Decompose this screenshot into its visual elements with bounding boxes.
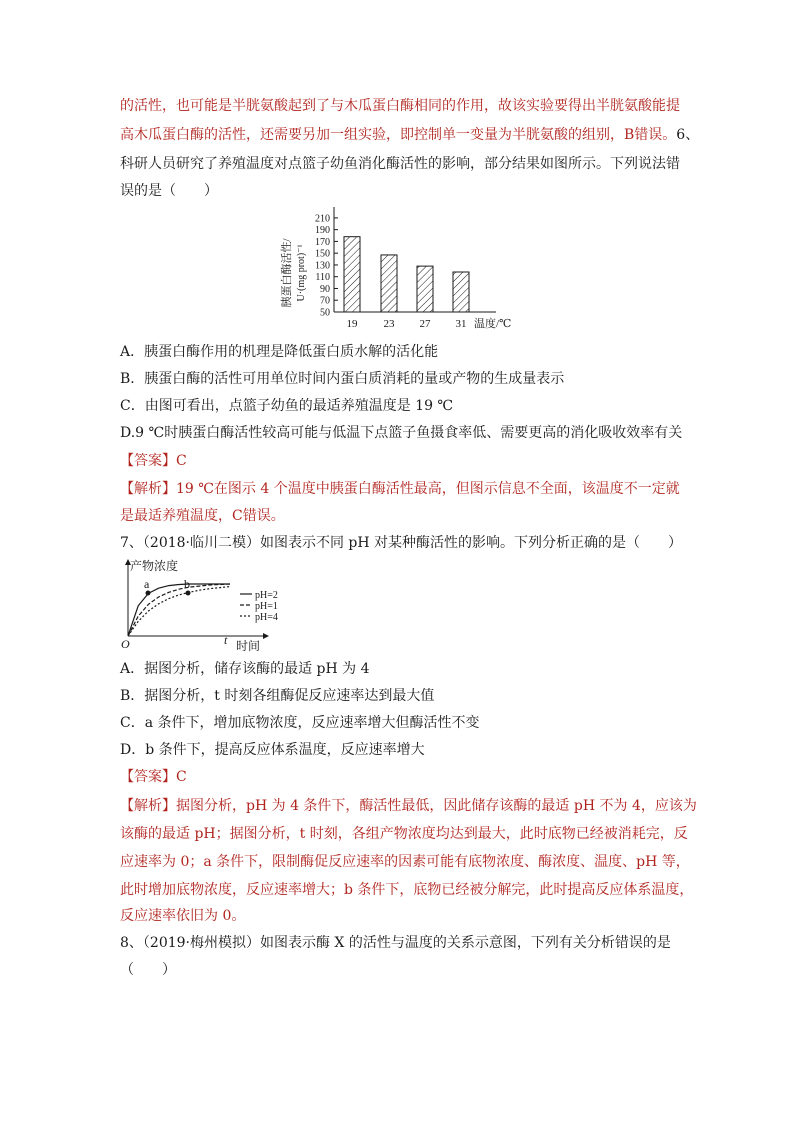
option-d: D.9 ℃时胰蛋白酶活性较高可能与低温下点篮子鱼摄食率低、需要更高的消化吸收效率有关	[120, 425, 683, 441]
analysis-line	[120, 479, 680, 499]
analysis-line: 反应速率依旧为 0。	[120, 908, 246, 924]
bar	[453, 272, 469, 312]
y-tick-label: 90	[320, 283, 330, 295]
y-axis-label: 产物浓度	[130, 559, 179, 573]
option-d: D．b 条件下，提高反应体系温度，反应速率增大	[120, 742, 425, 758]
y-tick-label: 110	[315, 272, 330, 284]
analysis-line: 是最适养殖温度，C错误。	[120, 508, 285, 524]
analysis-label: 【解析】	[120, 481, 176, 497]
analysis-line: 应速率为 0；a 条件下，限制酶促反应速率的因素可能有底物浓度、酶浓度、温度、pH 等，	[120, 854, 690, 870]
bar	[381, 255, 397, 312]
paragraph-line: 的活性，也可能是半胱氨酸起到了与木瓜蛋白酶相同的作用，故该实验要得出半胱氨酸能提	[120, 98, 680, 114]
x-tick-label: 19	[346, 318, 358, 330]
y-tick-label: 70	[320, 295, 330, 307]
x-tick-label: 27	[419, 318, 431, 330]
t-label: t	[224, 633, 228, 647]
answer-value: C	[176, 769, 187, 785]
question-8-stem: 8、（2019·梅州模拟）如图表示酶 X 的活性与温度的关系示意图，下列有关分析错误的是	[120, 935, 671, 951]
bar	[417, 266, 433, 312]
x-axis-label: 温度/℃	[474, 318, 512, 330]
y-tick-label: 170	[315, 236, 330, 248]
analysis-line: 该酶的最适 pH；据图分析，t 时刻，各组产物浓度均达到最大，此时底物已经被消耗完，反	[120, 826, 688, 842]
option-b: B．胰蛋白酶的活性可用单位时间内蛋白质消耗的量或产物的生成量表示	[120, 371, 565, 387]
y-tick-label: 210	[315, 213, 330, 225]
y-tick-label: 130	[315, 260, 330, 272]
answer-line	[120, 767, 187, 787]
x-axis-label: 时间	[236, 639, 261, 652]
series-line	[128, 587, 230, 636]
question-6-stem: 误的是（ ）	[120, 183, 218, 199]
option-a: A．胰蛋白酶作用的机理是降低蛋白质水解的活化能	[120, 344, 439, 360]
point-a-label: a	[144, 577, 150, 591]
option-b: B．据图分析，t 时刻各组酶促反应速率达到最大值	[120, 688, 435, 704]
option-c: C．由图可看出，点篮子幼鱼的最适养殖温度是 19 ℃	[120, 398, 454, 414]
analysis-text: 据图分析，pH 为 4 条件下，酶活性最低，因此储存该酶的最适 pH 不为 4，应该为	[176, 798, 697, 814]
x-tick-label: 31	[455, 318, 467, 330]
y-tick-label: 190	[315, 225, 330, 237]
x-tick-label: 23	[383, 318, 395, 330]
point-a	[146, 591, 151, 596]
analysis-text: 19 ℃在图示 4 个温度中胰蛋白酶活性最高，但图示信息不全面，该温度不一定就	[176, 481, 680, 497]
option-a: A．据图分析，储存该酶的最适 pH 为 4	[120, 661, 370, 677]
legend-label: pH=4	[255, 612, 278, 623]
origin-label: O	[121, 637, 130, 651]
y-tick-label: 150	[315, 248, 330, 260]
question-8-stem: （ ）	[120, 962, 176, 978]
analysis-line	[120, 796, 697, 816]
paragraph-line	[120, 125, 699, 145]
analysis-label: 【解析】	[120, 798, 176, 814]
bar-chart	[268, 205, 528, 335]
point-b	[186, 591, 191, 596]
analysis-line: 此时增加底物浓度，反应速率增大；b 条件下，底物已经被分解完，此时提高反应体系温度，	[120, 882, 694, 898]
question-number: 6、	[676, 127, 700, 143]
answer-value: C	[176, 453, 187, 469]
y-axis-label: U·(mg prot)⁻¹	[296, 244, 307, 302]
point-b-label: b	[184, 577, 190, 591]
question-6-stem: 科研人员研究了养殖温度对点篮子幼鱼消化酶活性的影响，部分结果如图所示。下列说法错	[120, 156, 680, 172]
line-chart	[118, 556, 298, 652]
option-c: C．a 条件下，增加底物浓度，反应速率增大但酶活性不变	[120, 715, 480, 731]
series-line	[128, 584, 230, 636]
question-7-stem: 7、（2018·临川二模）如图表示不同 pH 对某种酶活性的影响。下列分析正确的是（ ）	[120, 535, 683, 551]
answer-label: 【答案】	[120, 453, 176, 469]
answer-label: 【答案】	[120, 769, 176, 785]
y-tick-label: 50	[320, 307, 330, 319]
y-axis-label: 胰蛋白酶活性/	[281, 238, 293, 308]
answer-line	[120, 451, 187, 471]
bar	[344, 237, 360, 312]
paragraph-text: 高木瓜蛋白酶的活性，还需要另加一组实验，即控制单一变量为半胱氨酸的组别，B错误。	[120, 127, 677, 143]
legend-label: pH=2	[255, 590, 278, 601]
legend-label: pH=1	[255, 601, 278, 612]
